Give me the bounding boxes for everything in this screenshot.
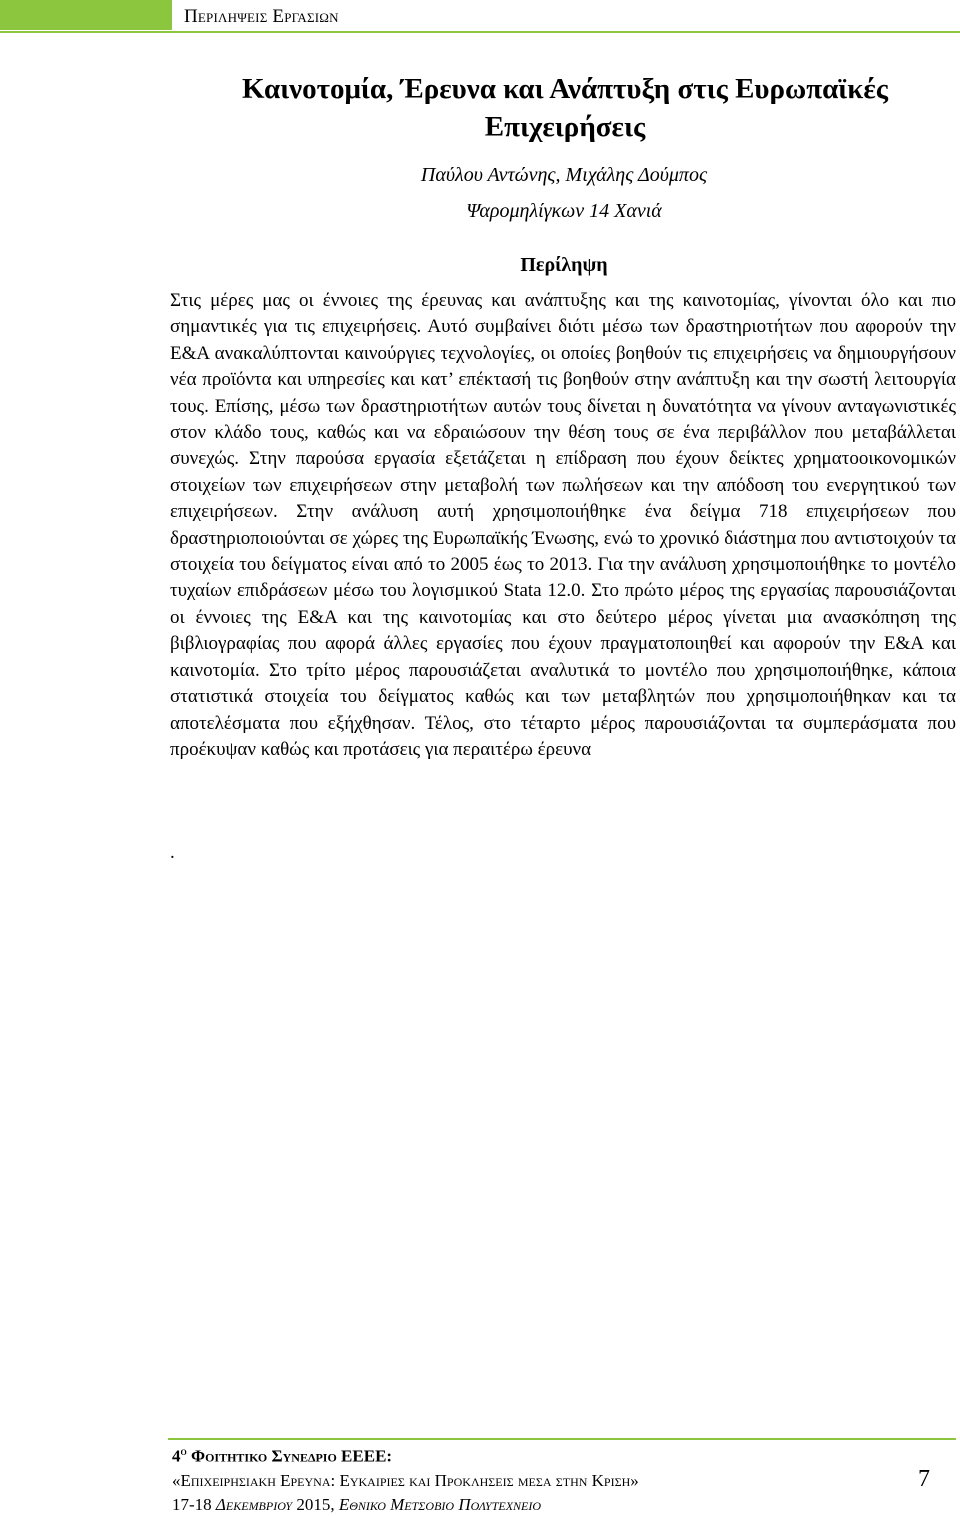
abstract-heading: Περίληψη [520, 254, 608, 276]
running-title: Περιληψεις Εργασιων [184, 6, 339, 27]
abstract-trailing-dot: . [170, 842, 175, 863]
footer-conference-theme: «Επιχειρησιακη Ερευνα: Ευκαιριες και Προκλησεις μεσα στην Κριση» [172, 1471, 639, 1490]
venue: Εθνικο Μετσοβιο Πολυτεχνειο [338, 1495, 542, 1514]
header-rule [0, 31, 960, 33]
authors: Παύλου Αντώνης, Μιχάλης Δούμπος [420, 164, 708, 186]
date-month: Δεκεμβριου [215, 1495, 293, 1514]
abstract-body: Στις μέρες μας οι έννοιες της έρευνας και ανάπτυξης και της καινοτομίας, γίνονται όλο και πιο σημαντικές για τις επιχειρήσεις. Αυτό συμβαίνει διότι μέσω των δραστηριοτήτων που αφορούν την Ε&Α ανακαλύπτονται καινούργιες τεχνολογίες, οι οποίες βοηθούν τις επιχειρήσεις να δημιουργήσουν νέα προϊόντα και υπηρεσίες και κατ’ επέκτασή τις βοηθούν στην ανάπτυξη και την σωστή λειτουργία τους. Επίσης, μέσω των δραστηριοτήτων αυτών τους δίνεται η δυνατότητα να γίνουν ανταγωνιστικές στον κλάδο τους, καθώς και να εδραιώσουν την θέση τους σε ένα περιβάλλον που μεταβάλλεται συνεχώς. Στην παρούσα εργασία εξετάζεται η επίδραση που έχουν δείκτες χρηματοοικονομικών στοιχείων των επιχειρήσεων στην μεταβολή των πωλήσεων και την απόδοση του ενεργητικού των επιχειρήσεων. Στην ανάλυση αυτή χρησιμοποιήθηκε ένα δείγμα 718 επιχειρήσεων που δραστηριοποιούνται σε χώρες της Ευρωπαϊκής Ένωσης, ενώ το χρονικό διάστημα που αντιστοιχούν τα στοιχεία του δείγματος είναι από το 2005 έως το 2013. Για την ανάλυση χρησιμοποιήθηκε το μοντέλο τυχαίων επιδράσεων μέσω του λογισμικού Stata 12.0. Στο πρώτο μέρος της εργασίας παρουσιάζονται οι έννοιες της Ε&Α και της καινοτομίας και στο δεύτερο μέρος γίνεται μια ανασκόπηση της βιβλιογραφίας που αφορά άλλες εργασίες που έχουν πραγματοποιηθεί και αφορούν την Ε&Α και καινοτομία. Στο τρίτο μέρος παρουσιάζεται αναλυτικά το μοντέλο που χρησιμοποιήθηκε, κάποια στατιστικά στοιχεία του δείγματος καθώς και των μεταβλητών που χρησιμοποιήθηκαν και τα αποτελέσματα που εξήχθησαν. Τέλος, στο τέταρτο μέρος παρουσιάζονται τα συμπεράσματα που προέκυψαν καθώς και προτάσεις για περαιτέρω έρευνα [170, 290, 956, 760]
conference-number: 4 [172, 1446, 181, 1466]
paper-title: Καινοτομία, Έρευνα και Ανάπτυξη στις Ευρωπαϊκές Επιχειρήσεις [241, 73, 888, 143]
date-year: 2015, [296, 1495, 335, 1514]
header-accent-block [0, 0, 172, 30]
conference-title: Φοιτητικο Συνεδριο ΕΕΕΕ: [190, 1446, 393, 1466]
conference-number-suffix: ο [180, 1446, 187, 1458]
author-address: Ψαρομηλίγκων 14 Χανιά [466, 200, 662, 222]
page-number: 7 [918, 1466, 930, 1492]
page-header [0, 0, 960, 32]
footer-conference-name [172, 1446, 392, 1467]
footer-date-venue [172, 1495, 541, 1515]
date-days: 17-18 [172, 1495, 212, 1514]
footer-rule [168, 1438, 956, 1440]
